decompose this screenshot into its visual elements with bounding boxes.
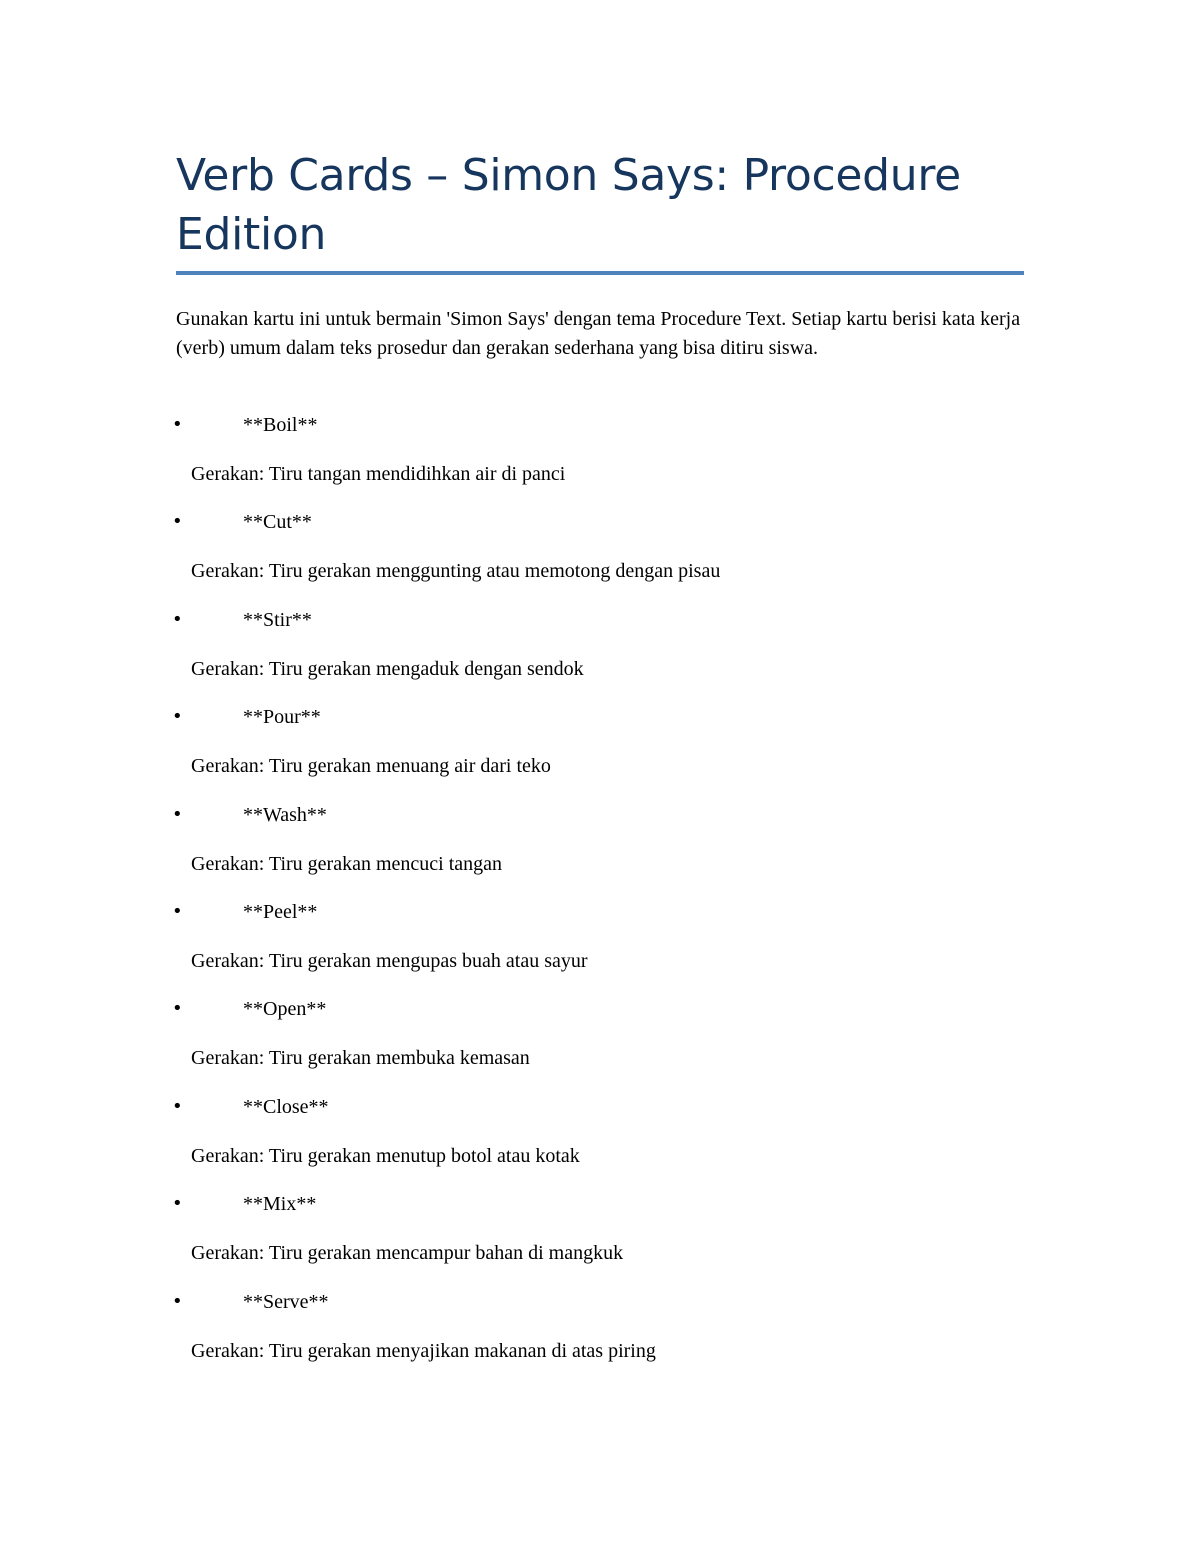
verb-label: **Wash** bbox=[243, 804, 327, 826]
verb-label: **Serve** bbox=[243, 1291, 329, 1313]
bullet-icon: • bbox=[172, 901, 183, 922]
bullet-icon: • bbox=[172, 511, 183, 532]
bullet-icon: • bbox=[172, 706, 183, 727]
verb-label: **Cut** bbox=[243, 511, 312, 533]
movement-text: Gerakan: Tiru tangan mendidihkan air di panci bbox=[191, 463, 566, 485]
bullet-icon: • bbox=[172, 1193, 183, 1214]
movement-text: Gerakan: Tiru gerakan mencuci tangan bbox=[191, 853, 503, 875]
intro-paragraph: Gunakan kartu ini untuk bermain 'Simon Says' dengan tema Procedure Text. Setiap kartu berisi kata kerja (verb) umum dalam teks prosedur dan gerakan sederhana yang bisa ditiru siswa. bbox=[176, 308, 1021, 359]
verb-label: **Boil** bbox=[243, 414, 318, 436]
verb-label: **Close** bbox=[243, 1096, 329, 1118]
verb-label: **Mix** bbox=[243, 1193, 317, 1215]
movement-text: Gerakan: Tiru gerakan mengupas buah atau sayur bbox=[191, 950, 588, 972]
bullet-icon: • bbox=[172, 1096, 183, 1117]
verb-label: **Pour** bbox=[243, 706, 321, 728]
bullet-icon: • bbox=[172, 609, 183, 630]
movement-text: Gerakan: Tiru gerakan menggunting atau memotong dengan pisau bbox=[191, 560, 721, 582]
movement-text: Gerakan: Tiru gerakan menyajikan makanan di atas piring bbox=[191, 1340, 656, 1362]
movement-text: Gerakan: Tiru gerakan membuka kemasan bbox=[191, 1047, 530, 1069]
bullet-icon: • bbox=[172, 414, 183, 435]
bullet-icon: • bbox=[172, 998, 183, 1019]
movement-text: Gerakan: Tiru gerakan mencampur bahan di mangkuk bbox=[191, 1242, 624, 1264]
verb-label: **Open** bbox=[243, 998, 327, 1020]
title-underline bbox=[176, 271, 1024, 275]
movement-text: Gerakan: Tiru gerakan mengaduk dengan sendok bbox=[191, 658, 584, 680]
movement-text: Gerakan: Tiru gerakan menutup botol atau kotak bbox=[191, 1145, 580, 1167]
bullet-icon: • bbox=[172, 1291, 183, 1312]
document-title: Verb Cards – Simon Says: Procedure Edition bbox=[176, 150, 961, 260]
verb-label: **Peel** bbox=[243, 901, 318, 923]
verb-label: **Stir** bbox=[243, 609, 312, 631]
bullet-icon: • bbox=[172, 804, 183, 825]
movement-text: Gerakan: Tiru gerakan menuang air dari teko bbox=[191, 755, 551, 777]
